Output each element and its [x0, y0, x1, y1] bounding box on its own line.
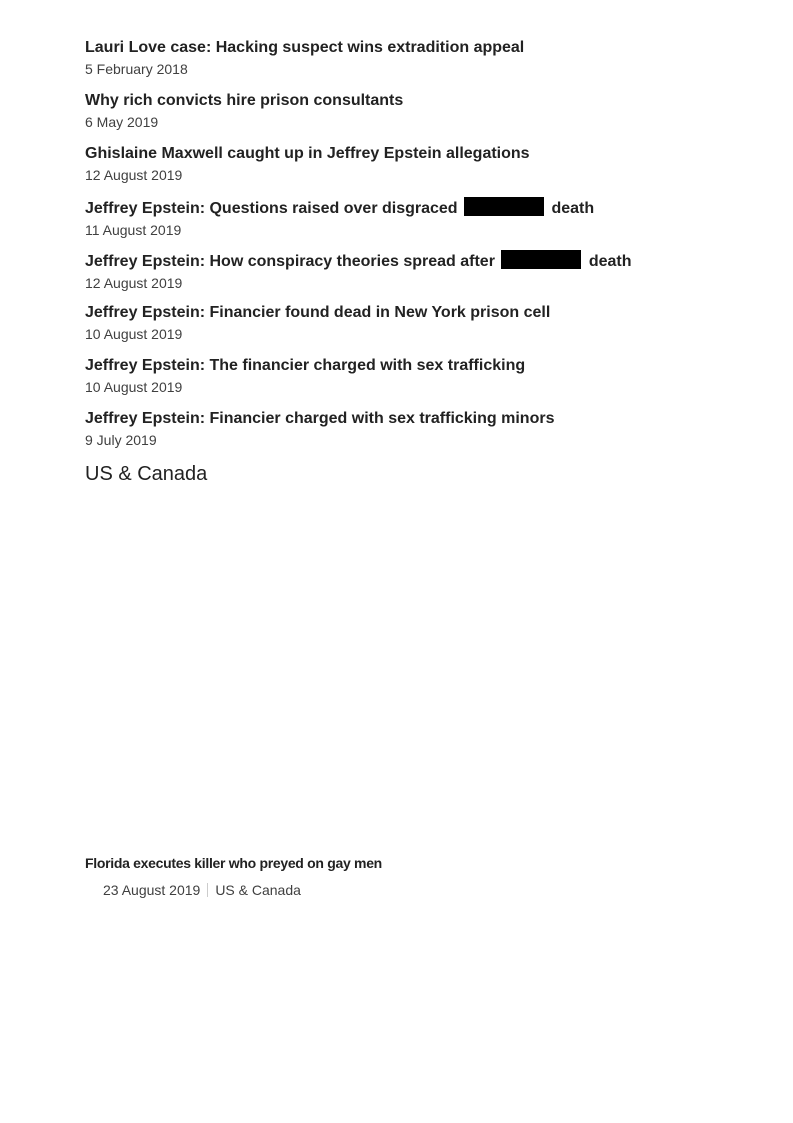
story-link[interactable]: Ghislaine Maxwell caught up in Jeffrey Epstein allegations	[85, 145, 530, 162]
story-link[interactable]	[85, 197, 705, 219]
top-story-date: 23 August 2019	[103, 882, 201, 898]
story-item	[85, 250, 705, 303]
story-date: 10 August 2019	[85, 326, 183, 342]
redaction-block	[501, 250, 581, 269]
story-link[interactable]: Jeffrey Epstein: The financier charged with sex trafficking	[85, 357, 526, 374]
meta-divider	[207, 883, 208, 897]
story-link[interactable]: Lauri Love case: Hacking suspect wins extradition appeal	[85, 39, 525, 56]
story-link[interactable]: Jeffrey Epstein: Financier charged with sex trafficking minors	[85, 410, 555, 427]
story-item	[85, 38, 705, 91]
story-date: 12 August 2019	[85, 167, 183, 183]
story-title-end: death	[588, 253, 632, 270]
story-item	[85, 409, 705, 462]
top-story-meta	[85, 881, 382, 899]
story-date: 12 August 2019	[85, 275, 183, 291]
story-item	[85, 356, 705, 409]
section-link[interactable]: US & Canada	[215, 882, 301, 898]
story-date: 9 July 2019	[85, 432, 157, 448]
story-item	[85, 144, 705, 197]
top-story-link[interactable]: Florida executes killer who preyed on gay men	[85, 855, 382, 871]
story-date: 11 August 2019	[85, 222, 182, 238]
story-link[interactable]	[85, 250, 705, 272]
section-heading[interactable]: US & Canada	[85, 463, 208, 485]
redaction-block	[464, 197, 544, 216]
related-stories-list	[85, 38, 705, 462]
story-link[interactable]: Why rich convicts hire prison consultants	[85, 92, 404, 109]
story-title-start: Jeffrey Epstein: Questions raised over disgraced	[85, 200, 458, 217]
story-item	[85, 197, 705, 250]
story-title-end: death	[551, 200, 595, 217]
story-date: 5 February 2018	[85, 61, 188, 77]
story-date: 6 May 2019	[85, 114, 159, 130]
story-date: 10 August 2019	[85, 379, 183, 395]
story-item	[85, 91, 705, 144]
top-story	[85, 854, 382, 899]
story-link[interactable]: Jeffrey Epstein: Financier found dead in New York prison cell	[85, 304, 551, 321]
story-title-start: Jeffrey Epstein: How conspiracy theories spread after	[85, 253, 495, 270]
story-item	[85, 303, 705, 356]
